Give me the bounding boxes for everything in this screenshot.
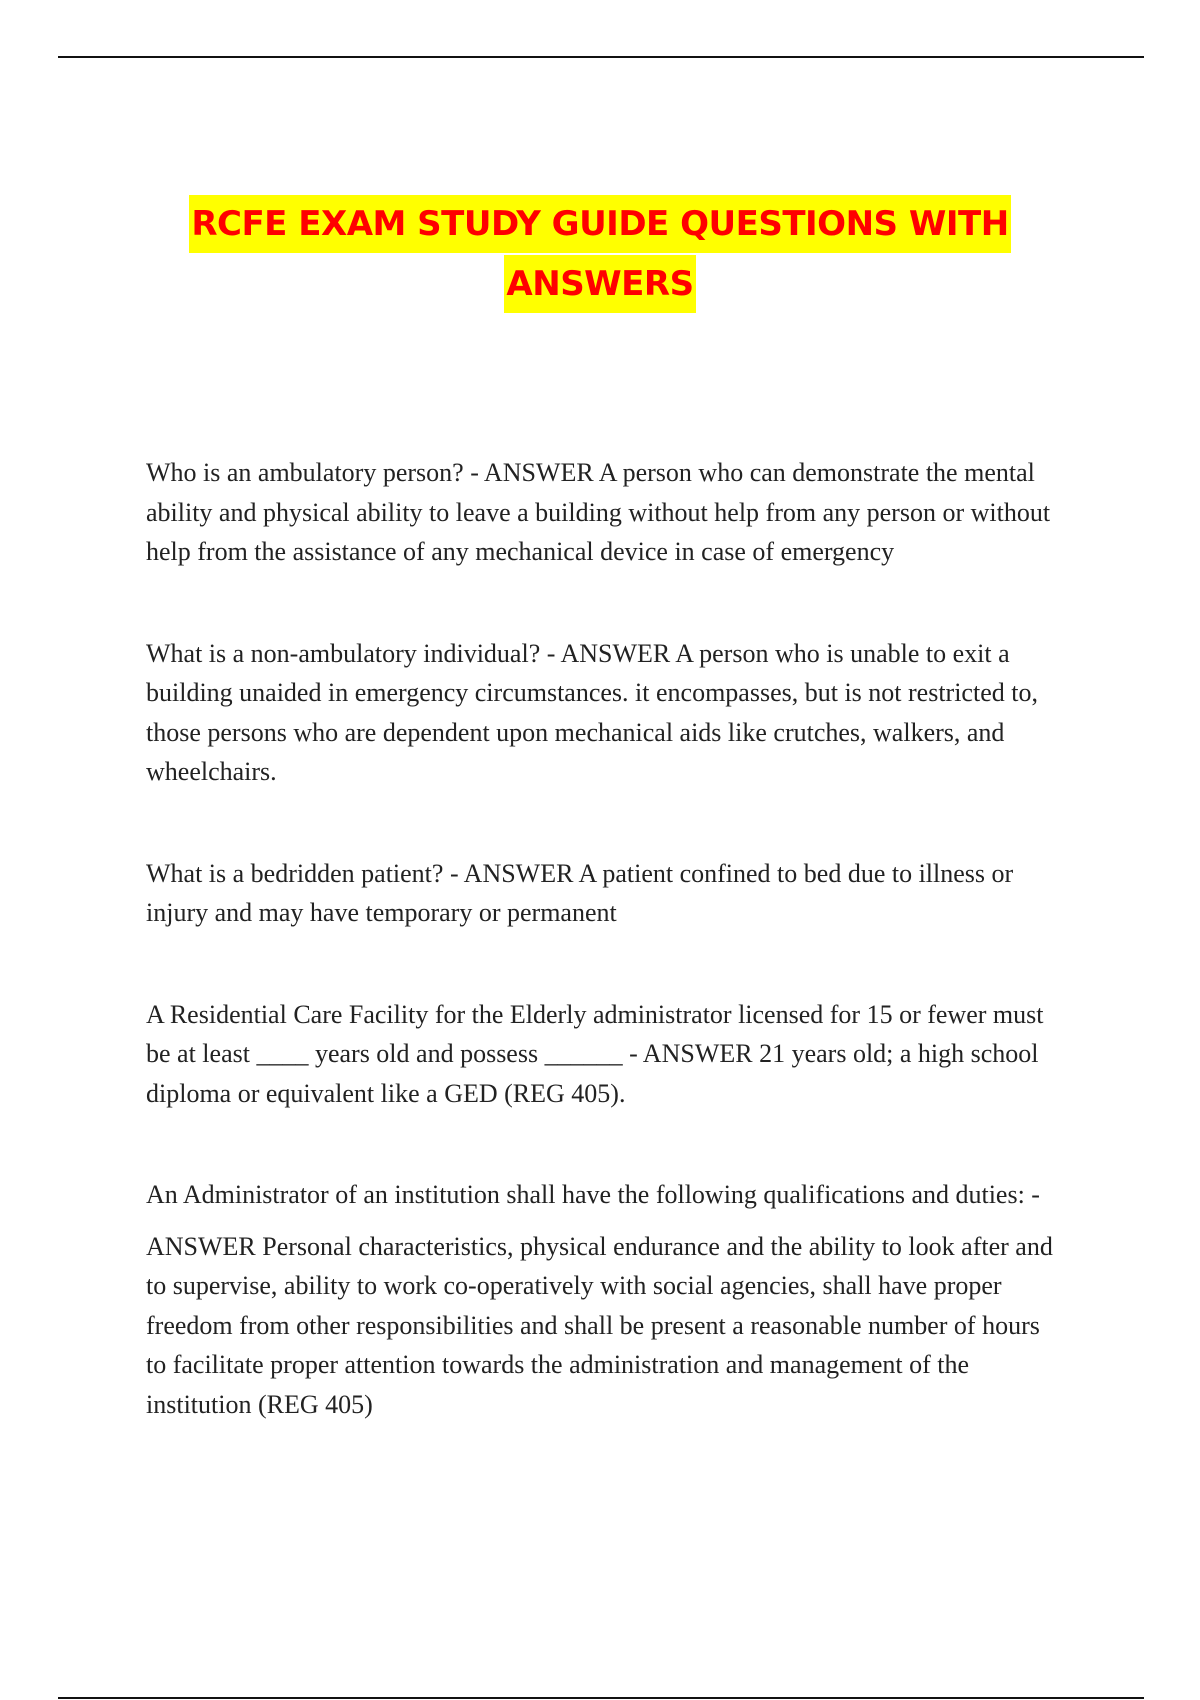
- qa-item-1: [146, 453, 1056, 572]
- bottom-rule: [58, 1697, 1144, 1699]
- title-line-2: [502, 254, 697, 314]
- document-title: [0, 194, 1200, 314]
- qa-item-3: [146, 854, 1056, 933]
- qa-item-4: [146, 995, 1056, 1114]
- qa-question: An Administrator of an institution shall have the following qualifications and duties: -: [146, 1180, 1040, 1209]
- qa-text: Who is an ambulatory person? - ANSWER A person who can demonstrate the mental ability and physical ability to leave a building without help from any person or without help from the assistance of any mechanical device in case of emergency: [146, 458, 1051, 566]
- qa-item-2: [146, 634, 1056, 792]
- top-rule: [58, 56, 1144, 58]
- qa-text: A Residential Care Facility for the Elderly administrator licensed for 15 or fewer must be at least ____ years old and possess ______ - ANSWER 21 years old; a high school diploma or equivalent like a GED (REG 405).: [146, 999, 1044, 1108]
- qa-item-5: [146, 1175, 1056, 1424]
- title-line-1: [187, 194, 1012, 254]
- qa-answer: ANSWER Personal characteristics, physical endurance and the ability to look after and to supervise, ability to work co-operatively with social agencies, shall have proper freedom from other responsibilities and shall be present a reasonable number of hours to facilitate proper attention towards the administration and management of the institution (REG 405): [146, 1231, 1053, 1419]
- title-text-2: ANSWERS: [504, 255, 695, 313]
- title-text-1: RCFE EXAM STUDY GUIDE QUESTIONS WITH: [189, 195, 1010, 253]
- qa-list: [146, 453, 1056, 1486]
- qa-text: What is a non-ambulatory individual? - ANSWER A person who is unable to exit a building unaided in emergency circumstances. it encompasses, but is not restricted to, those persons who are dependent upon mechanical aids like crutches, walkers, and wheelchairs.: [146, 638, 1038, 786]
- qa-text: What is a bedridden patient? - ANSWER A patient confined to bed due to illness or injury and may have temporary or permanent: [146, 858, 1014, 927]
